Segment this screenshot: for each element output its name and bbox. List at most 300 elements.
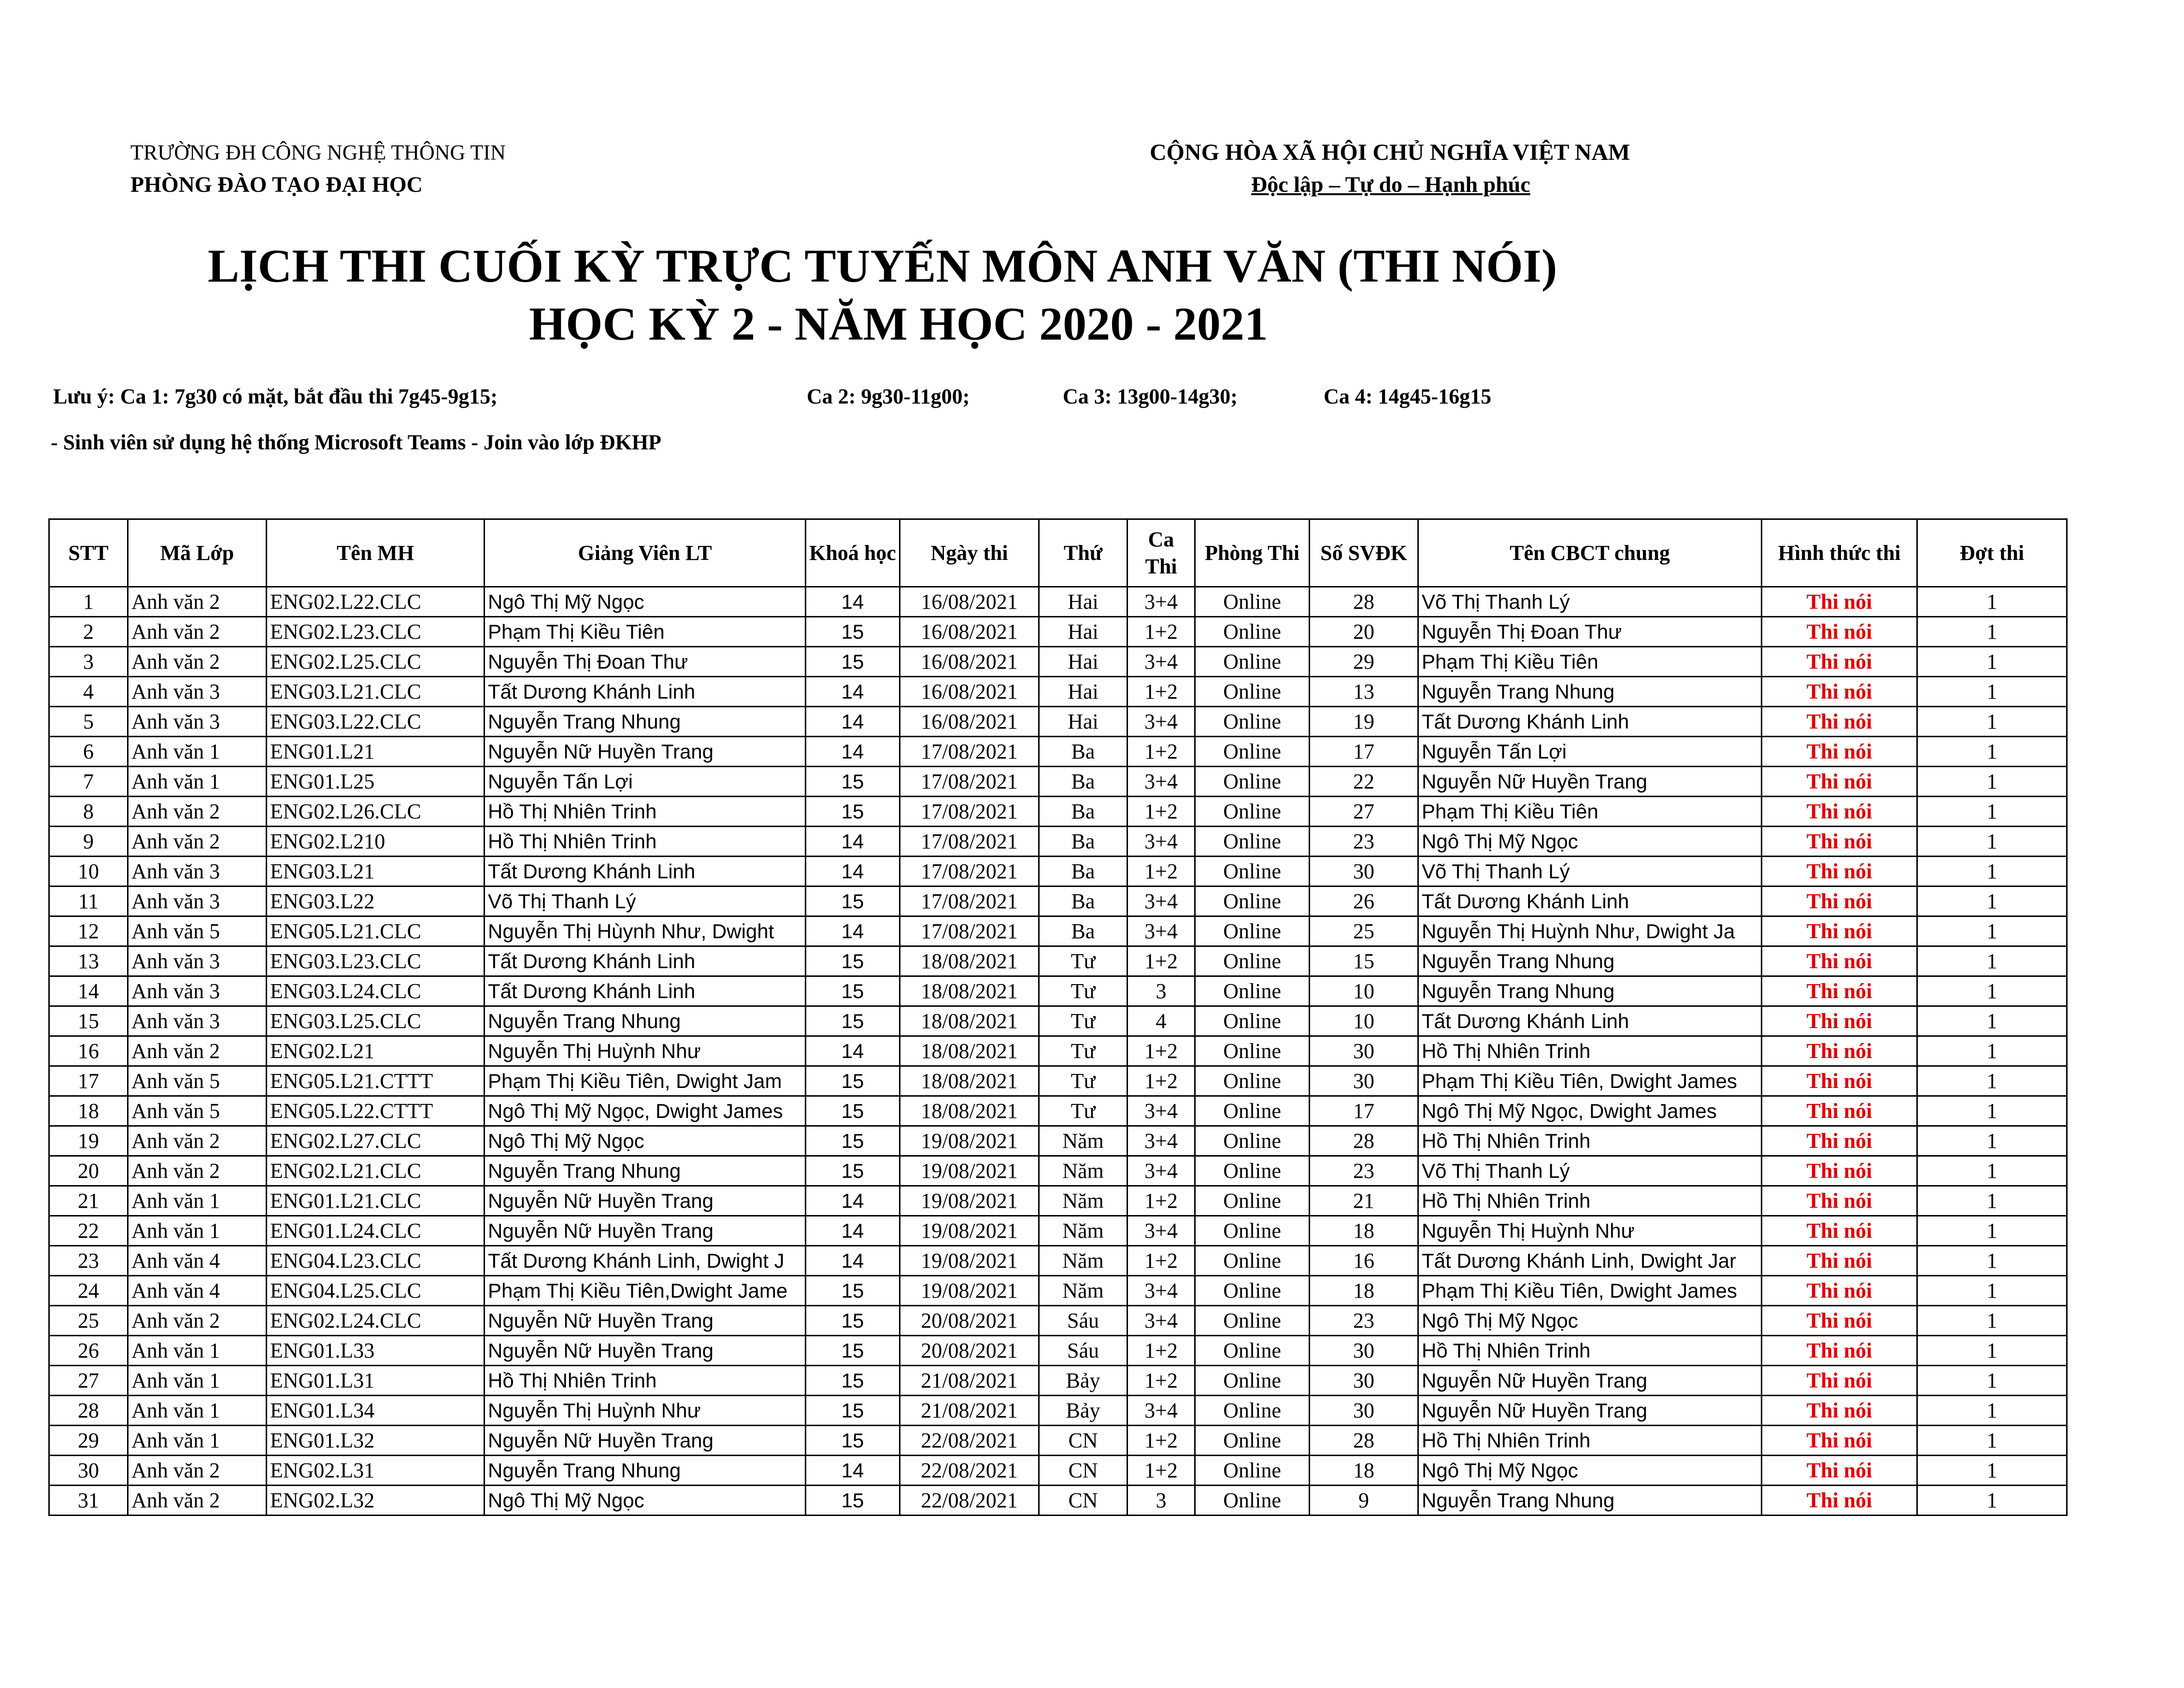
cell-khoa-hoc: 15 bbox=[806, 1096, 900, 1126]
cell-ngay-thi: 18/08/2021 bbox=[900, 1036, 1039, 1066]
header-hinh-thuc: Hình thức thi bbox=[1762, 519, 1917, 587]
cell-hinh-thuc: Thi nói bbox=[1762, 1186, 1917, 1216]
cell-hinh-thuc: Thi nói bbox=[1762, 1426, 1917, 1456]
cell-phong-thi: Online bbox=[1195, 1426, 1310, 1456]
cell-ma-lop: Anh văn 3 bbox=[128, 976, 267, 1006]
cell-hinh-thuc: Thi nói bbox=[1762, 946, 1917, 976]
table-row bbox=[49, 1096, 2067, 1126]
table-row bbox=[49, 617, 2067, 647]
cell-giang-vien: Nguyễn Trang Nhung bbox=[485, 1006, 806, 1036]
cell-ma-lop: Anh văn 2 bbox=[128, 647, 267, 677]
cell-giang-vien: Hồ Thị Nhiên Trinh bbox=[485, 827, 806, 857]
cell-ngay-thi: 18/08/2021 bbox=[900, 946, 1039, 976]
cell-giang-vien: Ngô Thị Mỹ Ngọc bbox=[485, 1126, 806, 1156]
table-row bbox=[49, 1336, 2067, 1366]
cell-ca-thi: 1+2 bbox=[1128, 857, 1195, 887]
cell-hinh-thuc: Thi nói bbox=[1762, 887, 1917, 916]
cell-ma-lop: Anh văn 2 bbox=[128, 1306, 267, 1336]
cell-so-svdk: 9 bbox=[1310, 1486, 1418, 1516]
cell-ma-lop: Anh văn 3 bbox=[128, 1006, 267, 1036]
cell-so-svdk: 30 bbox=[1310, 1036, 1418, 1066]
cell-giang-vien: Tất Dương Khánh Linh bbox=[485, 677, 806, 707]
cell-thu: Hai bbox=[1039, 677, 1128, 707]
cell-ngay-thi: 22/08/2021 bbox=[900, 1426, 1039, 1456]
cell-ngay-thi: 19/08/2021 bbox=[900, 1156, 1039, 1186]
cell-ten-mh: ENG03.L21 bbox=[267, 857, 485, 887]
cell-ten-mh: ENG02.L32 bbox=[267, 1486, 485, 1516]
table-body bbox=[49, 587, 2067, 1516]
table-row bbox=[49, 1066, 2067, 1096]
cell-phong-thi: Online bbox=[1195, 1486, 1310, 1516]
cell-giang-vien: Nguyễn Nữ Huyền Trang bbox=[485, 1186, 806, 1216]
cell-thu: Sáu bbox=[1039, 1306, 1128, 1336]
cell-thu: Tư bbox=[1039, 1006, 1128, 1036]
header-dot-thi: Đợt thi bbox=[1917, 519, 2067, 587]
cell-ca-thi: 3+4 bbox=[1128, 647, 1195, 677]
cell-stt: 1 bbox=[49, 587, 128, 617]
cell-giang-vien: Nguyễn Thị Đoan Thư bbox=[485, 647, 806, 677]
cell-hinh-thuc: Thi nói bbox=[1762, 1336, 1917, 1366]
cell-cbct: Tất Dương Khánh Linh bbox=[1418, 1006, 1762, 1036]
cell-ngay-thi: 19/08/2021 bbox=[900, 1186, 1039, 1216]
cell-dot-thi: 1 bbox=[1917, 677, 2067, 707]
cell-hinh-thuc: Thi nói bbox=[1762, 1456, 1917, 1486]
cell-thu: Năm bbox=[1039, 1156, 1128, 1186]
cell-cbct: Nguyễn Thị Huỳnh Như, Dwight Ja bbox=[1418, 916, 1762, 946]
cell-stt: 3 bbox=[49, 647, 128, 677]
cell-dot-thi: 1 bbox=[1917, 1156, 2067, 1186]
cell-ten-mh: ENG04.L25.CLC bbox=[267, 1276, 485, 1306]
cell-hinh-thuc: Thi nói bbox=[1762, 1276, 1917, 1306]
cell-hinh-thuc: Thi nói bbox=[1762, 1096, 1917, 1126]
cell-so-svdk: 22 bbox=[1310, 767, 1418, 797]
cell-khoa-hoc: 15 bbox=[806, 887, 900, 916]
cell-cbct: Nguyễn Tấn Lợi bbox=[1418, 737, 1762, 767]
cell-stt: 29 bbox=[49, 1426, 128, 1456]
cell-giang-vien: Nguyễn Thị Huỳnh Như bbox=[485, 1396, 806, 1426]
note-ca1: Lưu ý: Ca 1: 7g30 có mặt, bắt đầu thi 7g45-9g15; bbox=[53, 385, 498, 408]
cell-thu: Ba bbox=[1039, 887, 1128, 916]
cell-hinh-thuc: Thi nói bbox=[1762, 1006, 1917, 1036]
cell-thu: Tư bbox=[1039, 976, 1128, 1006]
cell-ca-thi: 3 bbox=[1128, 976, 1195, 1006]
cell-ngay-thi: 16/08/2021 bbox=[900, 647, 1039, 677]
page-subtitle: HỌC KỲ 2 - NĂM HỌC 2020 - 2021 bbox=[529, 298, 1268, 350]
cell-giang-vien: Nguyễn Trang Nhung bbox=[485, 707, 806, 737]
cell-khoa-hoc: 15 bbox=[806, 647, 900, 677]
cell-ma-lop: Anh văn 5 bbox=[128, 1096, 267, 1126]
cell-so-svdk: 30 bbox=[1310, 1066, 1418, 1096]
cell-ma-lop: Anh văn 1 bbox=[128, 1366, 267, 1396]
cell-ma-lop: Anh văn 2 bbox=[128, 587, 267, 617]
table-row bbox=[49, 857, 2067, 887]
cell-so-svdk: 23 bbox=[1310, 1306, 1418, 1336]
cell-ma-lop: Anh văn 4 bbox=[128, 1276, 267, 1306]
cell-ten-mh: ENG01.L32 bbox=[267, 1426, 485, 1456]
note-teams: - Sinh viên sử dụng hệ thống Microsoft Teams - Join vào lớp ĐKHP bbox=[51, 430, 661, 454]
cell-thu: Năm bbox=[1039, 1216, 1128, 1246]
cell-ten-mh: ENG02.L210 bbox=[267, 827, 485, 857]
cell-khoa-hoc: 14 bbox=[806, 827, 900, 857]
cell-so-svdk: 28 bbox=[1310, 587, 1418, 617]
cell-ca-thi: 1+2 bbox=[1128, 677, 1195, 707]
cell-hinh-thuc: Thi nói bbox=[1762, 827, 1917, 857]
cell-ma-lop: Anh văn 1 bbox=[128, 1216, 267, 1246]
cell-thu: Tư bbox=[1039, 1096, 1128, 1126]
cell-phong-thi: Online bbox=[1195, 737, 1310, 767]
cell-dot-thi: 1 bbox=[1917, 1366, 2067, 1396]
cell-ngay-thi: 18/08/2021 bbox=[900, 1006, 1039, 1036]
cell-stt: 28 bbox=[49, 1396, 128, 1426]
cell-ten-mh: ENG04.L23.CLC bbox=[267, 1246, 485, 1276]
cell-so-svdk: 21 bbox=[1310, 1186, 1418, 1216]
cell-ma-lop: Anh văn 2 bbox=[128, 827, 267, 857]
cell-ca-thi: 3+4 bbox=[1128, 1306, 1195, 1336]
cell-thu: Ba bbox=[1039, 737, 1128, 767]
table-row bbox=[49, 946, 2067, 976]
cell-ma-lop: Anh văn 2 bbox=[128, 1156, 267, 1186]
cell-khoa-hoc: 15 bbox=[806, 1486, 900, 1516]
cell-ten-mh: ENG03.L25.CLC bbox=[267, 1006, 485, 1036]
cell-thu: Năm bbox=[1039, 1126, 1128, 1156]
cell-so-svdk: 23 bbox=[1310, 1156, 1418, 1186]
cell-khoa-hoc: 15 bbox=[806, 1156, 900, 1186]
cell-khoa-hoc: 14 bbox=[806, 587, 900, 617]
cell-so-svdk: 29 bbox=[1310, 647, 1418, 677]
cell-ngay-thi: 18/08/2021 bbox=[900, 1096, 1039, 1126]
cell-hinh-thuc: Thi nói bbox=[1762, 677, 1917, 707]
cell-dot-thi: 1 bbox=[1917, 1486, 2067, 1516]
cell-giang-vien: Nguyễn Trang Nhung bbox=[485, 1156, 806, 1186]
cell-cbct: Ngô Thị Mỹ Ngọc, Dwight James bbox=[1418, 1096, 1762, 1126]
cell-khoa-hoc: 15 bbox=[806, 767, 900, 797]
cell-khoa-hoc: 15 bbox=[806, 1396, 900, 1426]
cell-phong-thi: Online bbox=[1195, 976, 1310, 1006]
cell-ngay-thi: 19/08/2021 bbox=[900, 1126, 1039, 1156]
cell-thu: Năm bbox=[1039, 1276, 1128, 1306]
cell-ma-lop: Anh văn 5 bbox=[128, 1066, 267, 1096]
national-title: CỘNG HÒA XÃ HỘI CHỦ NGHĨA VIỆT NAM bbox=[1150, 140, 1630, 165]
cell-ca-thi: 1+2 bbox=[1128, 1036, 1195, 1066]
cell-ma-lop: Anh văn 3 bbox=[128, 707, 267, 737]
cell-phong-thi: Online bbox=[1195, 857, 1310, 887]
cell-khoa-hoc: 14 bbox=[806, 707, 900, 737]
header-ca-thi: Ca Thi bbox=[1128, 519, 1195, 587]
table-row bbox=[49, 1156, 2067, 1186]
cell-dot-thi: 1 bbox=[1917, 1246, 2067, 1276]
cell-cbct: Nguyễn Nữ Huyền Trang bbox=[1418, 1396, 1762, 1426]
cell-khoa-hoc: 14 bbox=[806, 677, 900, 707]
cell-cbct: Tất Dương Khánh Linh bbox=[1418, 887, 1762, 916]
cell-ngay-thi: 17/08/2021 bbox=[900, 916, 1039, 946]
cell-hinh-thuc: Thi nói bbox=[1762, 797, 1917, 827]
cell-cbct: Võ Thị Thanh Lý bbox=[1418, 857, 1762, 887]
header-khoa-hoc: Khoá học bbox=[806, 519, 900, 587]
cell-hinh-thuc: Thi nói bbox=[1762, 1156, 1917, 1186]
cell-hinh-thuc: Thi nói bbox=[1762, 1066, 1917, 1096]
cell-cbct: Hồ Thị Nhiên Trinh bbox=[1418, 1126, 1762, 1156]
cell-khoa-hoc: 15 bbox=[806, 1276, 900, 1306]
cell-stt: 18 bbox=[49, 1096, 128, 1126]
cell-dot-thi: 1 bbox=[1917, 1036, 2067, 1066]
cell-ca-thi: 1+2 bbox=[1128, 946, 1195, 976]
cell-cbct: Nguyễn Nữ Huyền Trang bbox=[1418, 767, 1762, 797]
cell-ten-mh: ENG02.L27.CLC bbox=[267, 1126, 485, 1156]
cell-ca-thi: 1+2 bbox=[1128, 1456, 1195, 1486]
cell-ten-mh: ENG02.L31 bbox=[267, 1456, 485, 1486]
cell-giang-vien: Ngô Thị Mỹ Ngọc bbox=[485, 1486, 806, 1516]
cell-stt: 26 bbox=[49, 1336, 128, 1366]
cell-ca-thi: 1+2 bbox=[1128, 1246, 1195, 1276]
cell-thu: Tư bbox=[1039, 1066, 1128, 1096]
cell-ngay-thi: 16/08/2021 bbox=[900, 617, 1039, 647]
cell-phong-thi: Online bbox=[1195, 1366, 1310, 1396]
cell-ngay-thi: 17/08/2021 bbox=[900, 737, 1039, 767]
cell-ngay-thi: 18/08/2021 bbox=[900, 1066, 1039, 1096]
cell-ma-lop: Anh văn 5 bbox=[128, 916, 267, 946]
table-row bbox=[49, 1246, 2067, 1276]
cell-ca-thi: 1+2 bbox=[1128, 1066, 1195, 1096]
cell-giang-vien: Ngô Thị Mỹ Ngọc bbox=[485, 587, 806, 617]
cell-thu: Hai bbox=[1039, 587, 1128, 617]
cell-ngay-thi: 21/08/2021 bbox=[900, 1366, 1039, 1396]
cell-khoa-hoc: 14 bbox=[806, 1246, 900, 1276]
cell-stt: 13 bbox=[49, 946, 128, 976]
cell-ma-lop: Anh văn 4 bbox=[128, 1246, 267, 1276]
cell-cbct: Phạm Thị Kiều Tiên bbox=[1418, 797, 1762, 827]
cell-phong-thi: Online bbox=[1195, 1096, 1310, 1126]
cell-hinh-thuc: Thi nói bbox=[1762, 916, 1917, 946]
cell-ma-lop: Anh văn 3 bbox=[128, 887, 267, 916]
cell-khoa-hoc: 15 bbox=[806, 976, 900, 1006]
cell-so-svdk: 18 bbox=[1310, 1456, 1418, 1486]
table-row bbox=[49, 1486, 2067, 1516]
cell-ma-lop: Anh văn 1 bbox=[128, 1336, 267, 1366]
cell-hinh-thuc: Thi nói bbox=[1762, 647, 1917, 677]
cell-ma-lop: Anh văn 1 bbox=[128, 1426, 267, 1456]
cell-so-svdk: 19 bbox=[1310, 707, 1418, 737]
header-so-svdk: Số SVĐK bbox=[1310, 519, 1418, 587]
table-row bbox=[49, 677, 2067, 707]
cell-dot-thi: 1 bbox=[1917, 1126, 2067, 1156]
cell-khoa-hoc: 14 bbox=[806, 1186, 900, 1216]
cell-stt: 15 bbox=[49, 1006, 128, 1036]
cell-giang-vien: Tất Dương Khánh Linh bbox=[485, 976, 806, 1006]
cell-stt: 5 bbox=[49, 707, 128, 737]
header-thu: Thứ bbox=[1039, 519, 1128, 587]
cell-thu: Bảy bbox=[1039, 1396, 1128, 1426]
cell-dot-thi: 1 bbox=[1917, 976, 2067, 1006]
cell-stt: 22 bbox=[49, 1216, 128, 1246]
cell-so-svdk: 30 bbox=[1310, 1336, 1418, 1366]
cell-cbct: Hồ Thị Nhiên Trinh bbox=[1418, 1426, 1762, 1456]
cell-so-svdk: 25 bbox=[1310, 916, 1418, 946]
cell-phong-thi: Online bbox=[1195, 1126, 1310, 1156]
cell-ma-lop: Anh văn 2 bbox=[128, 617, 267, 647]
table-row bbox=[49, 1366, 2067, 1396]
cell-ten-mh: ENG02.L21.CLC bbox=[267, 1156, 485, 1186]
cell-phong-thi: Online bbox=[1195, 1336, 1310, 1366]
cell-ca-thi: 3+4 bbox=[1128, 916, 1195, 946]
cell-stt: 11 bbox=[49, 887, 128, 916]
cell-cbct: Nguyễn Trang Nhung bbox=[1418, 976, 1762, 1006]
cell-ca-thi: 3+4 bbox=[1128, 1216, 1195, 1246]
cell-ten-mh: ENG03.L22 bbox=[267, 887, 485, 916]
cell-ma-lop: Anh văn 3 bbox=[128, 677, 267, 707]
table-row bbox=[49, 916, 2067, 946]
cell-thu: Năm bbox=[1039, 1246, 1128, 1276]
cell-dot-thi: 1 bbox=[1917, 1426, 2067, 1456]
table-row bbox=[49, 1036, 2067, 1066]
cell-ten-mh: ENG02.L22.CLC bbox=[267, 587, 485, 617]
table-row bbox=[49, 1006, 2067, 1036]
cell-ngay-thi: 17/08/2021 bbox=[900, 767, 1039, 797]
cell-cbct: Tất Dương Khánh Linh bbox=[1418, 707, 1762, 737]
cell-so-svdk: 30 bbox=[1310, 1366, 1418, 1396]
cell-ten-mh: ENG01.L31 bbox=[267, 1366, 485, 1396]
cell-hinh-thuc: Thi nói bbox=[1762, 1216, 1917, 1246]
cell-hinh-thuc: Thi nói bbox=[1762, 1396, 1917, 1426]
cell-cbct: Ngô Thị Mỹ Ngọc bbox=[1418, 827, 1762, 857]
cell-ma-lop: Anh văn 1 bbox=[128, 767, 267, 797]
cell-stt: 21 bbox=[49, 1186, 128, 1216]
cell-stt: 23 bbox=[49, 1246, 128, 1276]
cell-ten-mh: ENG01.L33 bbox=[267, 1336, 485, 1366]
cell-ngay-thi: 17/08/2021 bbox=[900, 857, 1039, 887]
cell-hinh-thuc: Thi nói bbox=[1762, 1486, 1917, 1516]
cell-ca-thi: 3 bbox=[1128, 1486, 1195, 1516]
cell-stt: 6 bbox=[49, 737, 128, 767]
cell-thu: Ba bbox=[1039, 916, 1128, 946]
cell-ten-mh: ENG01.L25 bbox=[267, 767, 485, 797]
cell-dot-thi: 1 bbox=[1917, 946, 2067, 976]
cell-stt: 14 bbox=[49, 976, 128, 1006]
cell-ten-mh: ENG02.L26.CLC bbox=[267, 797, 485, 827]
cell-ca-thi: 1+2 bbox=[1128, 1336, 1195, 1366]
cell-ca-thi: 1+2 bbox=[1128, 617, 1195, 647]
cell-phong-thi: Online bbox=[1195, 797, 1310, 827]
cell-so-svdk: 18 bbox=[1310, 1216, 1418, 1246]
cell-stt: 17 bbox=[49, 1066, 128, 1096]
cell-ten-mh: ENG01.L21 bbox=[267, 737, 485, 767]
cell-phong-thi: Online bbox=[1195, 647, 1310, 677]
table-row bbox=[49, 1276, 2067, 1306]
cell-ma-lop: Anh văn 2 bbox=[128, 1456, 267, 1486]
cell-khoa-hoc: 15 bbox=[806, 1366, 900, 1396]
cell-giang-vien: Nguyễn Tấn Lợi bbox=[485, 767, 806, 797]
cell-hinh-thuc: Thi nói bbox=[1762, 767, 1917, 797]
cell-giang-vien: Phạm Thị Kiều Tiên, Dwight Jam bbox=[485, 1066, 806, 1096]
cell-giang-vien: Nguyễn Nữ Huyền Trang bbox=[485, 1306, 806, 1336]
cell-so-svdk: 17 bbox=[1310, 737, 1418, 767]
table-row bbox=[49, 1216, 2067, 1246]
cell-khoa-hoc: 15 bbox=[806, 1336, 900, 1366]
cell-ten-mh: ENG02.L25.CLC bbox=[267, 647, 485, 677]
cell-stt: 8 bbox=[49, 797, 128, 827]
cell-dot-thi: 1 bbox=[1917, 1186, 2067, 1216]
cell-hinh-thuc: Thi nói bbox=[1762, 707, 1917, 737]
department-name: PHÒNG ĐÀO TẠO ĐẠI HỌC bbox=[130, 172, 423, 197]
cell-phong-thi: Online bbox=[1195, 1246, 1310, 1276]
cell-giang-vien: Phạm Thị Kiều Tiên bbox=[485, 617, 806, 647]
cell-ngay-thi: 16/08/2021 bbox=[900, 677, 1039, 707]
cell-dot-thi: 1 bbox=[1917, 827, 2067, 857]
cell-khoa-hoc: 14 bbox=[806, 1216, 900, 1246]
cell-ca-thi: 3+4 bbox=[1128, 1096, 1195, 1126]
table-row bbox=[49, 1396, 2067, 1426]
cell-cbct: Ngô Thị Mỹ Ngọc bbox=[1418, 1456, 1762, 1486]
cell-ngay-thi: 17/08/2021 bbox=[900, 827, 1039, 857]
cell-dot-thi: 1 bbox=[1917, 887, 2067, 916]
cell-cbct: Ngô Thị Mỹ Ngọc bbox=[1418, 1306, 1762, 1336]
cell-phong-thi: Online bbox=[1195, 707, 1310, 737]
cell-giang-vien: Võ Thị Thanh Lý bbox=[485, 887, 806, 916]
cell-ngay-thi: 16/08/2021 bbox=[900, 587, 1039, 617]
cell-ca-thi: 4 bbox=[1128, 1006, 1195, 1036]
cell-ten-mh: ENG05.L21.CLC bbox=[267, 916, 485, 946]
cell-stt: 30 bbox=[49, 1456, 128, 1486]
cell-dot-thi: 1 bbox=[1917, 1336, 2067, 1366]
cell-dot-thi: 1 bbox=[1917, 1276, 2067, 1306]
cell-ca-thi: 1+2 bbox=[1128, 1366, 1195, 1396]
cell-giang-vien: Ngô Thị Mỹ Ngọc, Dwight James bbox=[485, 1096, 806, 1126]
table-row bbox=[49, 1426, 2067, 1456]
cell-khoa-hoc: 15 bbox=[806, 1006, 900, 1036]
cell-stt: 12 bbox=[49, 916, 128, 946]
cell-giang-vien: Nguyễn Nữ Huyền Trang bbox=[485, 1426, 806, 1456]
cell-so-svdk: 28 bbox=[1310, 1426, 1418, 1456]
cell-hinh-thuc: Thi nói bbox=[1762, 857, 1917, 887]
cell-ca-thi: 3+4 bbox=[1128, 827, 1195, 857]
header-cbct: Tên CBCT chung bbox=[1418, 519, 1762, 587]
cell-phong-thi: Online bbox=[1195, 1156, 1310, 1186]
cell-stt: 27 bbox=[49, 1366, 128, 1396]
cell-ca-thi: 3+4 bbox=[1128, 707, 1195, 737]
cell-giang-vien: Phạm Thị Kiều Tiên,Dwight Jame bbox=[485, 1276, 806, 1306]
table-row bbox=[49, 1126, 2067, 1156]
cell-khoa-hoc: 14 bbox=[806, 1036, 900, 1066]
cell-so-svdk: 28 bbox=[1310, 1126, 1418, 1156]
cell-giang-vien: Nguyễn Nữ Huyền Trang bbox=[485, 737, 806, 767]
cell-cbct: Phạm Thị Kiều Tiên, Dwight James bbox=[1418, 1276, 1762, 1306]
university-name: TRƯỜNG ĐH CÔNG NGHỆ THÔNG TIN bbox=[130, 141, 506, 164]
cell-ten-mh: ENG03.L22.CLC bbox=[267, 707, 485, 737]
table-row bbox=[49, 1306, 2067, 1336]
cell-ten-mh: ENG03.L23.CLC bbox=[267, 946, 485, 976]
cell-hinh-thuc: Thi nói bbox=[1762, 1036, 1917, 1066]
cell-ca-thi: 1+2 bbox=[1128, 1426, 1195, 1456]
cell-ngay-thi: 22/08/2021 bbox=[900, 1456, 1039, 1486]
cell-phong-thi: Online bbox=[1195, 827, 1310, 857]
cell-phong-thi: Online bbox=[1195, 1396, 1310, 1426]
cell-cbct: Nguyễn Trang Nhung bbox=[1418, 946, 1762, 976]
cell-stt: 2 bbox=[49, 617, 128, 647]
cell-thu: Sáu bbox=[1039, 1336, 1128, 1366]
cell-ngay-thi: 19/08/2021 bbox=[900, 1276, 1039, 1306]
cell-ma-lop: Anh văn 2 bbox=[128, 1486, 267, 1516]
cell-thu: Hai bbox=[1039, 707, 1128, 737]
exam-schedule-table bbox=[48, 518, 2068, 1516]
cell-phong-thi: Online bbox=[1195, 587, 1310, 617]
cell-so-svdk: 23 bbox=[1310, 827, 1418, 857]
header-ten-mh: Tên MH bbox=[267, 519, 485, 587]
cell-so-svdk: 26 bbox=[1310, 887, 1418, 916]
note-ca2: Ca 2: 9g30-11g00; bbox=[807, 385, 970, 408]
cell-dot-thi: 1 bbox=[1917, 1216, 2067, 1246]
cell-phong-thi: Online bbox=[1195, 1216, 1310, 1246]
cell-hinh-thuc: Thi nói bbox=[1762, 1366, 1917, 1396]
cell-giang-vien: Tất Dương Khánh Linh bbox=[485, 857, 806, 887]
